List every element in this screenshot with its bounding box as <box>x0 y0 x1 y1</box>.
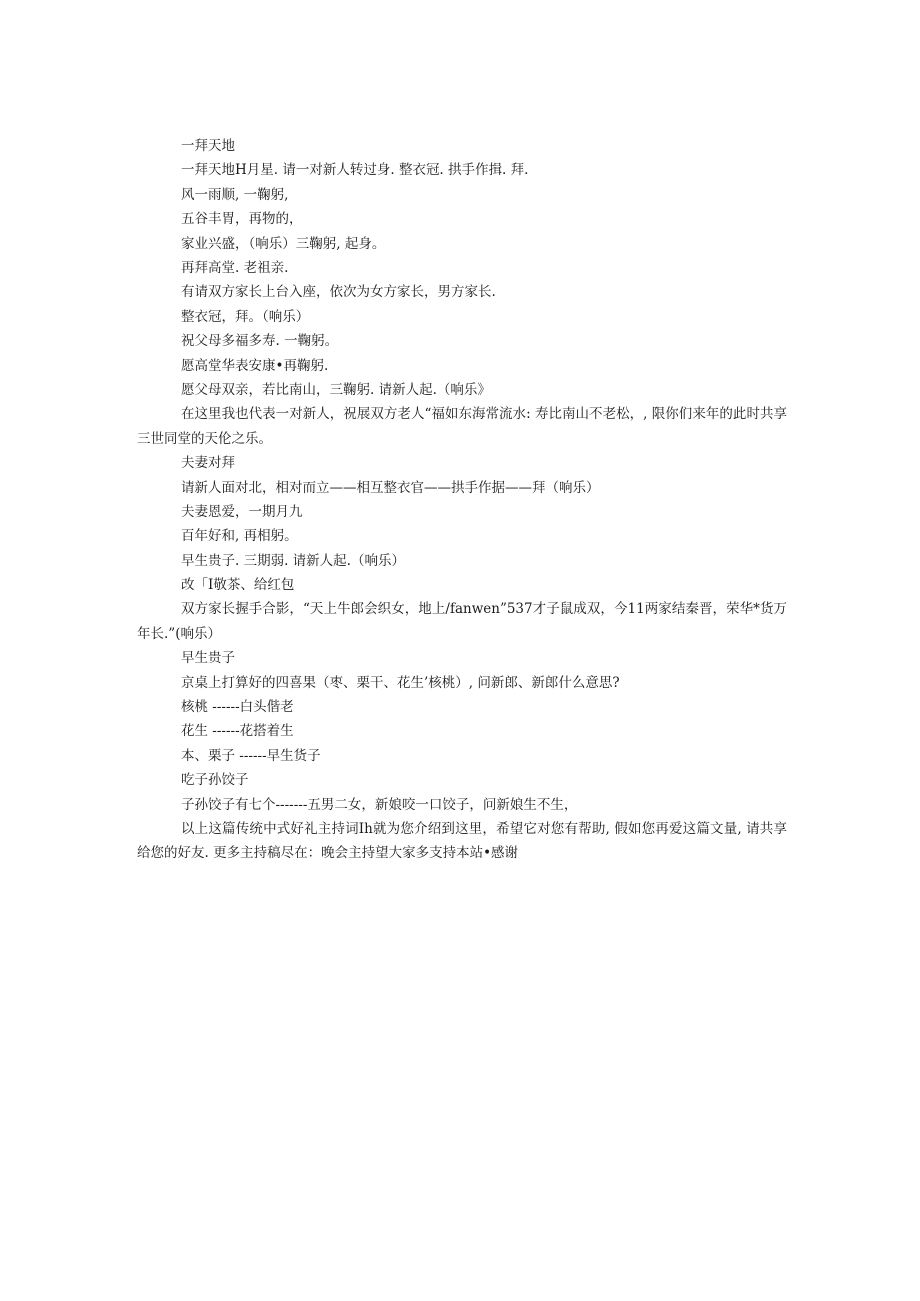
paragraph-closing: 以上这篇传统中式好礼主持词Ih就为您介绍到这里，希望它对您有帮助, 假如您再爱这篇文量, 请共享给您的好友. 更多主持稿尽在：晚会主持望大家多支持本站•感谢 <box>137 821 787 862</box>
text-line: 核桃 ------白头偕老 <box>181 699 294 716</box>
text-line: 整衣冠，拜。（响乐） <box>181 308 310 325</box>
text-line: 家业兴盛，（响乐）三鞠躬, 起身。 <box>181 235 386 252</box>
heading-second-bow: 再拜高堂. 老祖亲. <box>181 259 289 276</box>
text-line: 有请双方家长上台入座，依次为女方家长，男方家长. <box>181 284 496 301</box>
text-line: 五谷丰胃，再物的， <box>181 211 303 228</box>
text-line: 花生 ------花搭着生 <box>181 723 294 740</box>
text-line: 本、栗子 ------早生货子 <box>181 747 321 764</box>
text-line: 愿高堂华表安康•再鞠躬. <box>181 357 329 374</box>
heading-first-bow: 一拜天地 <box>181 138 235 154</box>
text-line: 愿父母双亲，若比南山，三鞠躬. 请新人起.（响乐》 <box>181 381 491 398</box>
paragraph-parents-photo: 双方家长握手合影，“天上牛郎会织女，地上/fanwen”537才子鼠成双，今11两家结秦晋，荣华*货万年长.”(响乐） <box>137 601 787 642</box>
text-line: 早生贵子. 三期弱. 请新人起.（响乐） <box>181 552 405 569</box>
paragraph-blessing: 在这里我也代表一对新人，祝展双方老人“福如东海常流水: 寿比南山不老松，, 限你们来年的此时共享三世同堂的天伦之乐。 <box>137 406 787 447</box>
text-line: 夫妻恩爱，一期月九 <box>181 503 303 520</box>
heading-tea-red-envelope: 改「I敬茶、给红包 <box>181 577 295 594</box>
heading-dumplings: 吃子孙饺子 <box>181 772 249 789</box>
text-line: 京桌上打算好的四喜果（枣、栗干、花生’核桃）, 问新郎、新郎什么意思? <box>181 674 620 691</box>
text-line: 百年好和, 再相躬。 <box>181 528 298 545</box>
document-body <box>137 134 787 866</box>
text-line: 子孙饺子有七个-------五男二女，新娘咬一口饺子，问新娘生不生， <box>181 796 578 813</box>
text-line: 祝父母多福多寿. 一鞠躬。 <box>181 333 339 350</box>
text-line: 风一雨顺, 一鞠躬, <box>181 186 289 203</box>
heading-early-child: 早生贵子 <box>181 650 235 667</box>
text-line: 一拜天地H月星. 请一对新人转过身. 整衣冠. 拱手作揖. 拜. <box>181 162 529 179</box>
heading-couple-bow: 夫妻对拜 <box>181 455 235 472</box>
text-line: 请新人面对北，相对而立——相互整衣官——拱手作据——拜（响乐） <box>181 479 600 496</box>
